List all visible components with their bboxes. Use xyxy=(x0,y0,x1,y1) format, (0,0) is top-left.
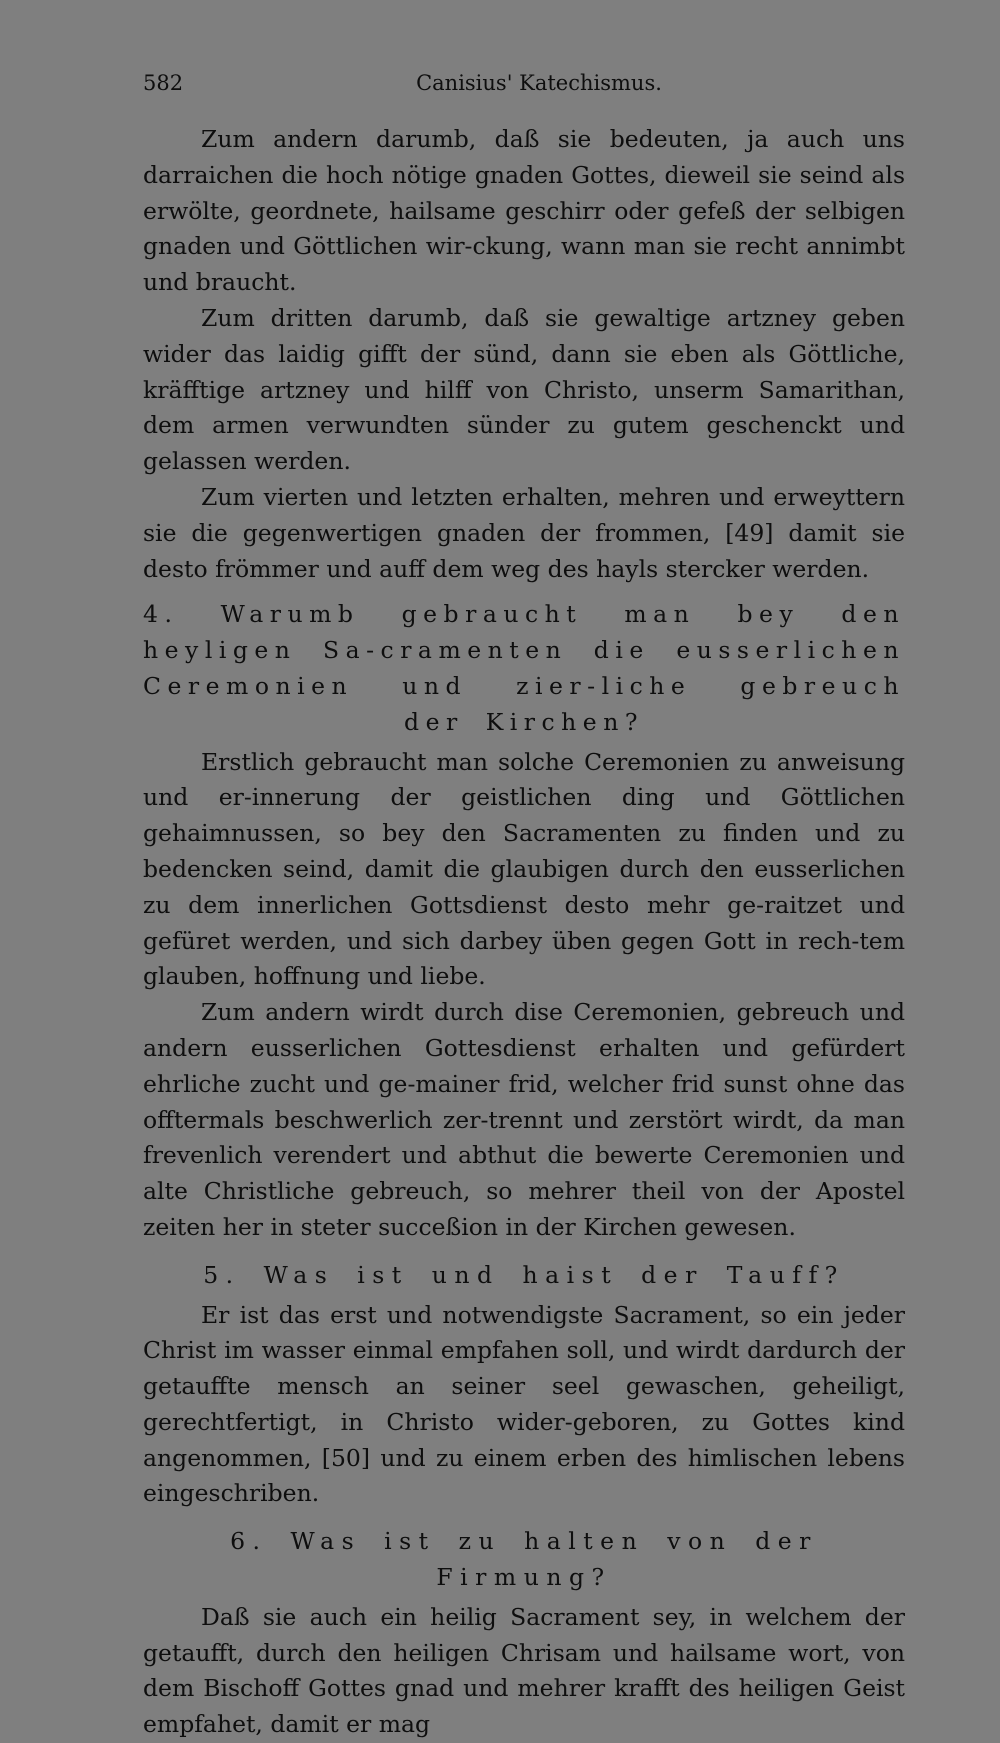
page-number: 582 xyxy=(143,71,184,95)
paragraph-2: Zum dritten darumb, daß sie gewaltige artzney geben wider das laidig gifft der sünd, dann sie eben als Göttliche, kräfftige artzney und hilff von Christo, unserm Samarithan, dem armen verwundten sünder zu gutem geschenckt und gelassen werden. xyxy=(143,303,905,476)
answer-4-paragraph-2: Zum andern wirdt durch dise Ceremonien, gebreuch und andern eusserlichen Gottesdienst erhalten und gefürdert ehrliche zucht und ge-mainer frid, welcher frid sunst ohne das offtermals beschwerlich zer-trennt und zerstört wirdt, da man frevenlich verendert und abthut die bewerte Ceremonien und alte Christliche gebreuch, so mehrer theil von der Apostel zeiten her in steter succeßion in der Kirchen gewesen. xyxy=(143,998,905,1241)
paragraph-1: Zum andern darumb, daß sie bedeuten, ja auch uns darraichen die hoch nötige gnaden Gottes, dieweil sie seind als erwölte, geordnete, hailsame geschirr oder gefeß der selbigen gnaden und Göttlichen wir-ckung, wann man sie recht annimbt und braucht. xyxy=(143,125,905,297)
answer-4-paragraph-1: Erstlich gebraucht man solche Ceremonien zu anweisung und er-innerung der geistlichen ding und Göttlichen gehaimnussen, so bey den Sacramenten zu finden und zu bedencken seind, damit die glaubigen durch den eusserlichen zu dem innerlichen Gottsdienst desto mehr ge-raitzet und gefüret werden, und sich darbey üben gegen Gott in rech-tem glauben, hoffnung und liebe. xyxy=(143,747,905,991)
page-body xyxy=(143,122,905,1743)
paragraph-3: Zum vierten und letzten erhalten, mehren und erweyttern sie die gegenwertigen gnaden der frommen, [49] damit sie desto frömmer und auff dem weg des hayls stercker werden. xyxy=(143,482,905,583)
answer-6-paragraph: Daß sie auch ein heilig Sacrament sey, in welchem der getaufft, durch den heiligen Chrisam und hailsame wort, von dem Bischoff Gottes gnad und mehrer krafft des heiligen Geist empfahet, damit er mag xyxy=(143,1602,905,1739)
question-5-heading: 5. Was ist und haist der Tauff? xyxy=(203,1260,845,1289)
question-6-heading: 6. Was ist zu halten von der Firmung? xyxy=(230,1527,818,1592)
answer-5-paragraph: Er ist das erst und notwendigste Sacrament, so ein jeder Christ im wasser einmal empfahen soll, und wirdt dardurch der getauffte mensch an seiner seel gewaschen, geheiligt, gerechtfertigt, in Christo wider-geboren, zu Gottes kind angenommen, [50] und zu einem erben des himlischen lebens eingeschriben. xyxy=(143,1300,905,1508)
question-4-heading: 4. Warumb gebraucht man bey den heyligen Sa-cramenten die eusserlichen Ceremonien und zier-liche gebreuch der Kirchen? xyxy=(143,600,905,736)
running-title: Canisius' Katechismus. xyxy=(416,71,662,95)
page-header xyxy=(143,66,905,100)
